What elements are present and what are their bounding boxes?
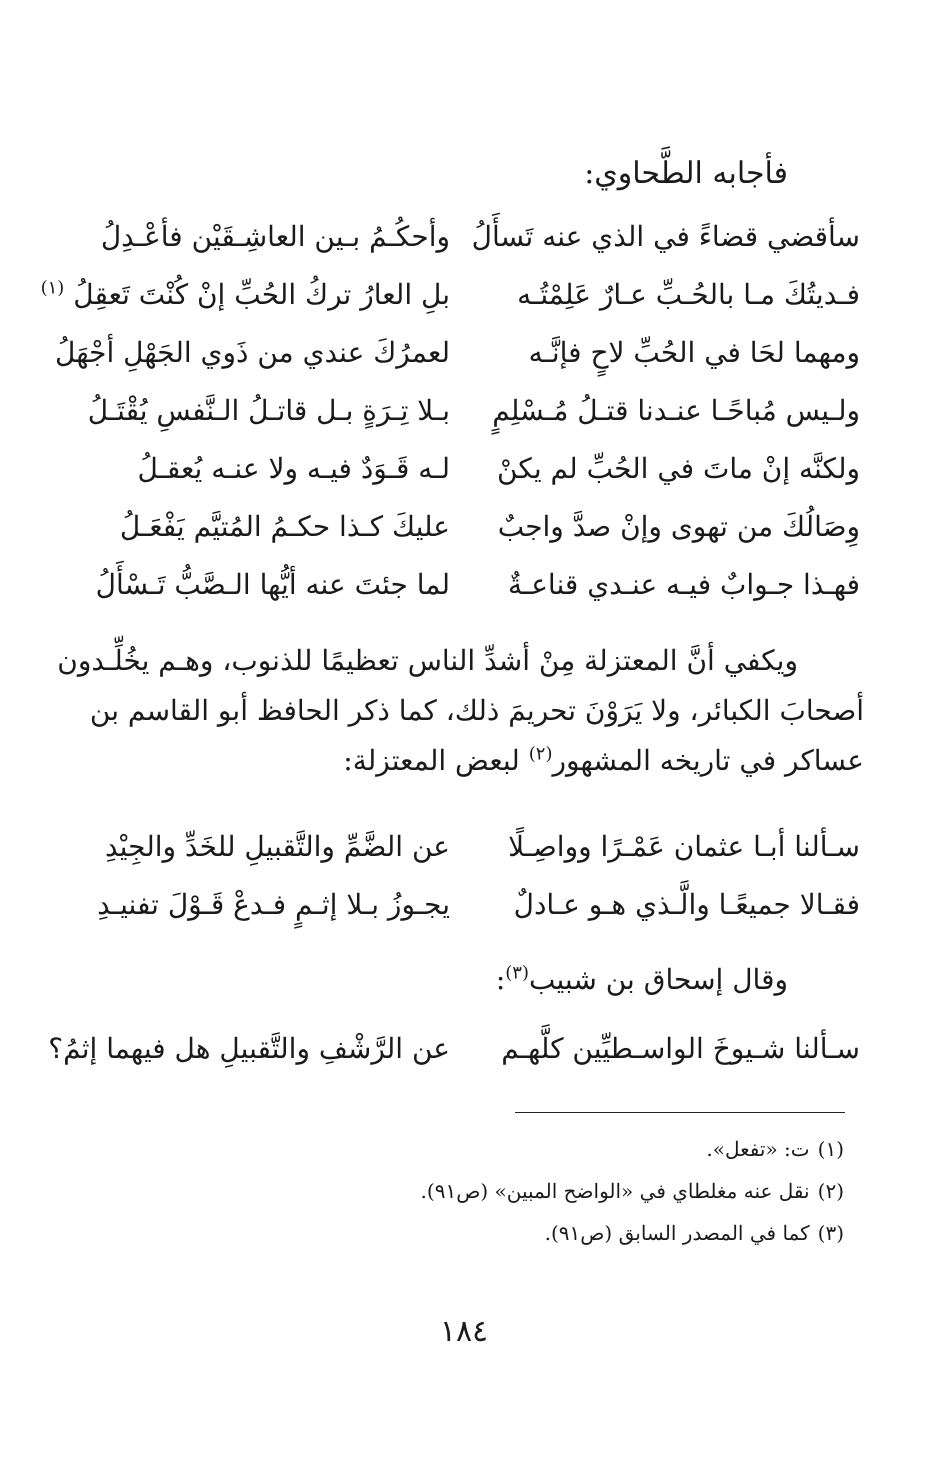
footnote-text: ت: «تفعل». <box>706 1137 810 1161</box>
page-number: ١٨٤ <box>439 1314 489 1349</box>
verse-first-hemistich: سـألنا شـيوخَ الواسـطيِّين كلَّهـم <box>501 1032 860 1065</box>
verse <box>70 818 860 876</box>
verse <box>70 498 860 556</box>
footnote-separator <box>515 1112 845 1113</box>
verse-second-hemistich <box>40 266 450 324</box>
verse <box>70 876 860 934</box>
footnotes <box>244 1128 844 1254</box>
verse-first-hemistich: سأقضي قضاءً في الذي عنه تَسأَلُ <box>471 220 860 253</box>
prose-paragraph <box>57 636 864 786</box>
footnote-marker: (١) <box>40 277 65 299</box>
verse-second-hemistich: لعمرُكَ عندي من ذَوي الجَهْلِ أجْهَلُ <box>55 336 450 369</box>
intro-line: فأجابه الطَّحاوي: <box>584 156 788 191</box>
verse-first-hemistich: سـألنا أبـا عثمان عَمْـرًا وواصِـلًا <box>508 830 860 863</box>
footnote <box>244 1128 844 1170</box>
footnote-number: (٢) <box>817 1179 844 1203</box>
verse-second-hemistich: لما جئتَ عنه أيُّها الـصَّبُّ تَـسْأَلُ <box>95 568 450 601</box>
footnote <box>244 1212 844 1254</box>
verse-second-hemistich: عليكَ كـذا حكـمُ المُتيَّم يَفْعَـلُ <box>119 510 450 543</box>
prose-line: أصحابَ الكبائر، ولا يَرَوْنَ تحريمَ ذلك، كما ذكر الحافظ أبو القاسم بن <box>89 694 864 727</box>
verse <box>70 440 860 498</box>
footnote-number: (١) <box>817 1137 844 1161</box>
footnote <box>244 1170 844 1212</box>
prose-line: ويكفي أنَّ المعتزلة مِنْ أشدِّ الناس تعظيمًا للذنوب، وهـم يخُلِّـدون <box>57 644 798 677</box>
verse-second-hemistich: بـلا تِـرَةٍ بـل قاتـلُ الـنَّفسِ يُقْتَـلُ <box>87 394 450 427</box>
verse <box>70 382 860 440</box>
footnote-marker: (٢) <box>528 743 553 765</box>
verse-second-hemistich: لـه قَـوَدٌ فيـه ولا عنـه يُعقـلُ <box>137 452 450 485</box>
poem-second <box>70 818 860 934</box>
prose-text: عساكر في تاريخه المشهور <box>552 744 864 777</box>
verse-second-hemistich: يجـوزُ بـلا إثـمٍ فـدعْ قَـوْلَ تفنيـدِ <box>97 888 450 921</box>
verse-first-hemistich: ومهما لحَا في الحُبِّ لاحٍ فإنَّـه <box>528 336 860 369</box>
verse-first-hemistich: وِصَالُكَ من تهوى وإنْ صدَّ واجبٌ <box>497 510 860 543</box>
prose-text: لبعض المعتزلة: <box>343 744 529 777</box>
attribution-text: وقال إسحاق بن شبيب <box>528 963 788 996</box>
attribution-line <box>496 958 788 1002</box>
verse-second-hemistich: وأحكُـمُ بـين العاشِـقَيْن فأعْـدِلُ <box>100 220 450 253</box>
verse-first-hemistich: فقـالا جميعًـا والَّـذي هـو عـادلٌ <box>513 888 860 921</box>
verse <box>70 208 860 266</box>
verse <box>55 324 860 382</box>
verse-first-hemistich: ولـيس مُباحًـا عنـدنا قتـلُ مُـسْلِمٍ <box>492 394 860 427</box>
verse <box>40 266 860 324</box>
verse-second-hemistich: عن الضَّمِّ والتَّقبيلِ للخَدِّ والجِيْدِ <box>104 830 450 863</box>
verse-first-hemistich: فهـذا جـوابٌ فيـه عنـدي قناعـةٌ <box>508 568 860 601</box>
attribution-colon: : <box>495 963 506 996</box>
poem-third <box>48 1020 860 1078</box>
verse-first-hemistich: ولكنَّه إنْ ماتَ في الحُبِّ لم يكنْ <box>497 452 860 485</box>
prose-line <box>68 736 864 786</box>
verse-second-hemistich: عن الرَّشْفِ والتَّقبيلِ هل فيهما إثمُ؟ <box>48 1032 450 1065</box>
footnote-text: كما في المصدر السابق (ص٩١). <box>544 1221 810 1245</box>
footnote-number: (٣) <box>817 1221 844 1245</box>
verse <box>48 1020 860 1078</box>
footnote-marker: (٣) <box>505 962 529 984</box>
poem-first <box>40 208 860 614</box>
verse-text: بلِ العارُ تركُ الحُبِّ إنْ كُنْتَ تَعقِلُ <box>73 278 450 311</box>
footnote-text: نقل عنه مغلطاي في «الواضح المبين» (ص٩١). <box>420 1179 810 1203</box>
verse <box>70 556 860 614</box>
verse-first-hemistich: فـديتُكَ مـا بالحُـبِّ عـارٌ عَلِمْتُـه <box>517 278 860 311</box>
